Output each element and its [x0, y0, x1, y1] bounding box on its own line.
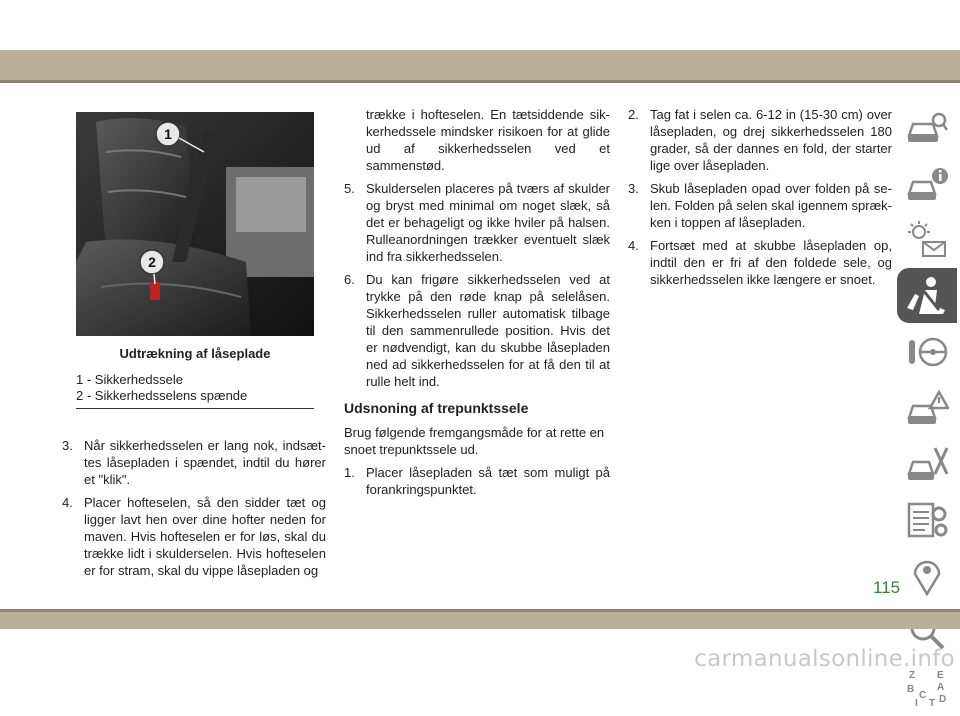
list-item	[62, 437, 326, 488]
item-number: 4.	[62, 495, 73, 510]
figure-caption: Udtrækning af låseplade	[119, 346, 271, 361]
item-text: Skub låsepladen opad over folden på se-len. Folden på selen skal igennem spræk-ken i toppen af låsepladen.	[650, 181, 892, 230]
list-item	[628, 237, 892, 288]
item-number: 5.	[344, 181, 355, 196]
list-item	[628, 180, 892, 231]
item-number: 3.	[62, 438, 73, 453]
list-item	[344, 271, 610, 390]
item-text: Når sikkerhedsselen er lang nok, indsæt-tes låsepladen i spændet, indtil du hører et "klik".	[84, 438, 326, 487]
item-number: 4.	[628, 238, 639, 253]
index-letter: T	[929, 697, 936, 708]
index-letter: D	[939, 693, 947, 705]
intro-paragraph: Brug følgende fremgangsmåde for at rette en snoet trepunktssele ud.	[344, 425, 605, 457]
callout-2: 2	[148, 254, 156, 270]
seat-illustration	[76, 112, 314, 336]
legend-item-2: 2 - Sikkerhedsselens spænde	[76, 388, 248, 403]
car-warning-icon[interactable]	[897, 380, 957, 435]
legend-item-1: 1 - Sikkerhedssele	[76, 372, 183, 387]
car-info-icon[interactable]	[897, 156, 957, 211]
item-number: 1.	[344, 465, 355, 480]
list-item	[344, 464, 610, 498]
column-1	[62, 437, 326, 585]
car-search-icon[interactable]	[897, 100, 957, 155]
section-heading: Udsnoning af trepunktssele	[344, 400, 529, 416]
seatbelt-photo	[76, 112, 314, 336]
item-text: trække i hofteselen. En tætsiddende sik-kerhedssele mindsker risikoen for at glide ud af sikkerhedsselen ved et sammenstød.	[366, 107, 610, 173]
warning-lights-icon[interactable]	[897, 212, 957, 267]
key-steering-icon[interactable]	[897, 324, 957, 379]
index-letter: A	[937, 681, 945, 693]
map-pin-icon[interactable]	[897, 548, 957, 603]
caption-rule	[76, 408, 314, 409]
callout-1: 1	[164, 126, 172, 142]
list-item	[62, 494, 326, 579]
item-text: Fortsæt med at skubbe låsepladen op, indtil den er fri af den foldede sele, og sikkerhedsselen ikke længere er snoet.	[650, 238, 892, 287]
index-letter: Z	[909, 669, 916, 681]
top-margin	[0, 0, 960, 50]
page-number: 115	[873, 578, 901, 597]
item-text: Tag fat i selen ca. 6-12 in (15-30 cm) over låsepladen, og drej sikkerhedsselen 180 grader, så der dannes en fold, der starter lige over låsepladen.	[650, 107, 892, 173]
index-letter: I	[915, 697, 918, 708]
watermark: carmanualsonline.info	[694, 646, 955, 672]
list-item	[344, 180, 610, 265]
continued-text	[344, 106, 610, 174]
car-tools-icon[interactable]	[897, 436, 957, 491]
item-number: 6.	[344, 272, 355, 287]
index-letter: E	[937, 669, 944, 681]
index-letter: C	[919, 689, 927, 701]
index-letter: B	[907, 683, 915, 695]
footer-band	[0, 612, 960, 629]
column-3	[628, 106, 892, 294]
column-2	[344, 106, 610, 504]
list-gear-icon[interactable]	[897, 492, 957, 547]
seatbelt-person-icon[interactable]	[897, 268, 957, 323]
item-number: 3.	[628, 181, 639, 196]
item-text: Du kan frigøre sikkerhedsselen ved at trykke på den røde knap på selelåsen. Sikkerhedsselen ruller automatisk tilbage til den sammenrullede position. Hvis det er nødvendigt, kan du skubbe låsepladen ned ad sikkerhedsselen for at få den til at rulle helt ind.	[366, 272, 610, 389]
item-text: Skulderselen placeres på tværs af skulder og bryst med minimal om noget slæk, så det er behageligt og ikke hviler på halsen. Rulleanordningen trækker eventuelt slæk ind fra sikkerhedsselen.	[366, 181, 610, 264]
header-rule	[0, 80, 960, 83]
list-item	[628, 106, 892, 174]
header-band	[0, 50, 960, 80]
item-text: Placer hofteselen, så den sidder tæt og ligger lavt hen over dine hofter neden for maven. Hvis hofteselen er for løs, skal du trække lidt i skulderselen. Hvis hofteselen er for stram, skal du vippe låsepladen og	[84, 495, 326, 578]
item-number: 2.	[628, 107, 639, 122]
item-text: Placer låsepladen så tæt som muligt på forankringspunktet.	[366, 465, 610, 497]
